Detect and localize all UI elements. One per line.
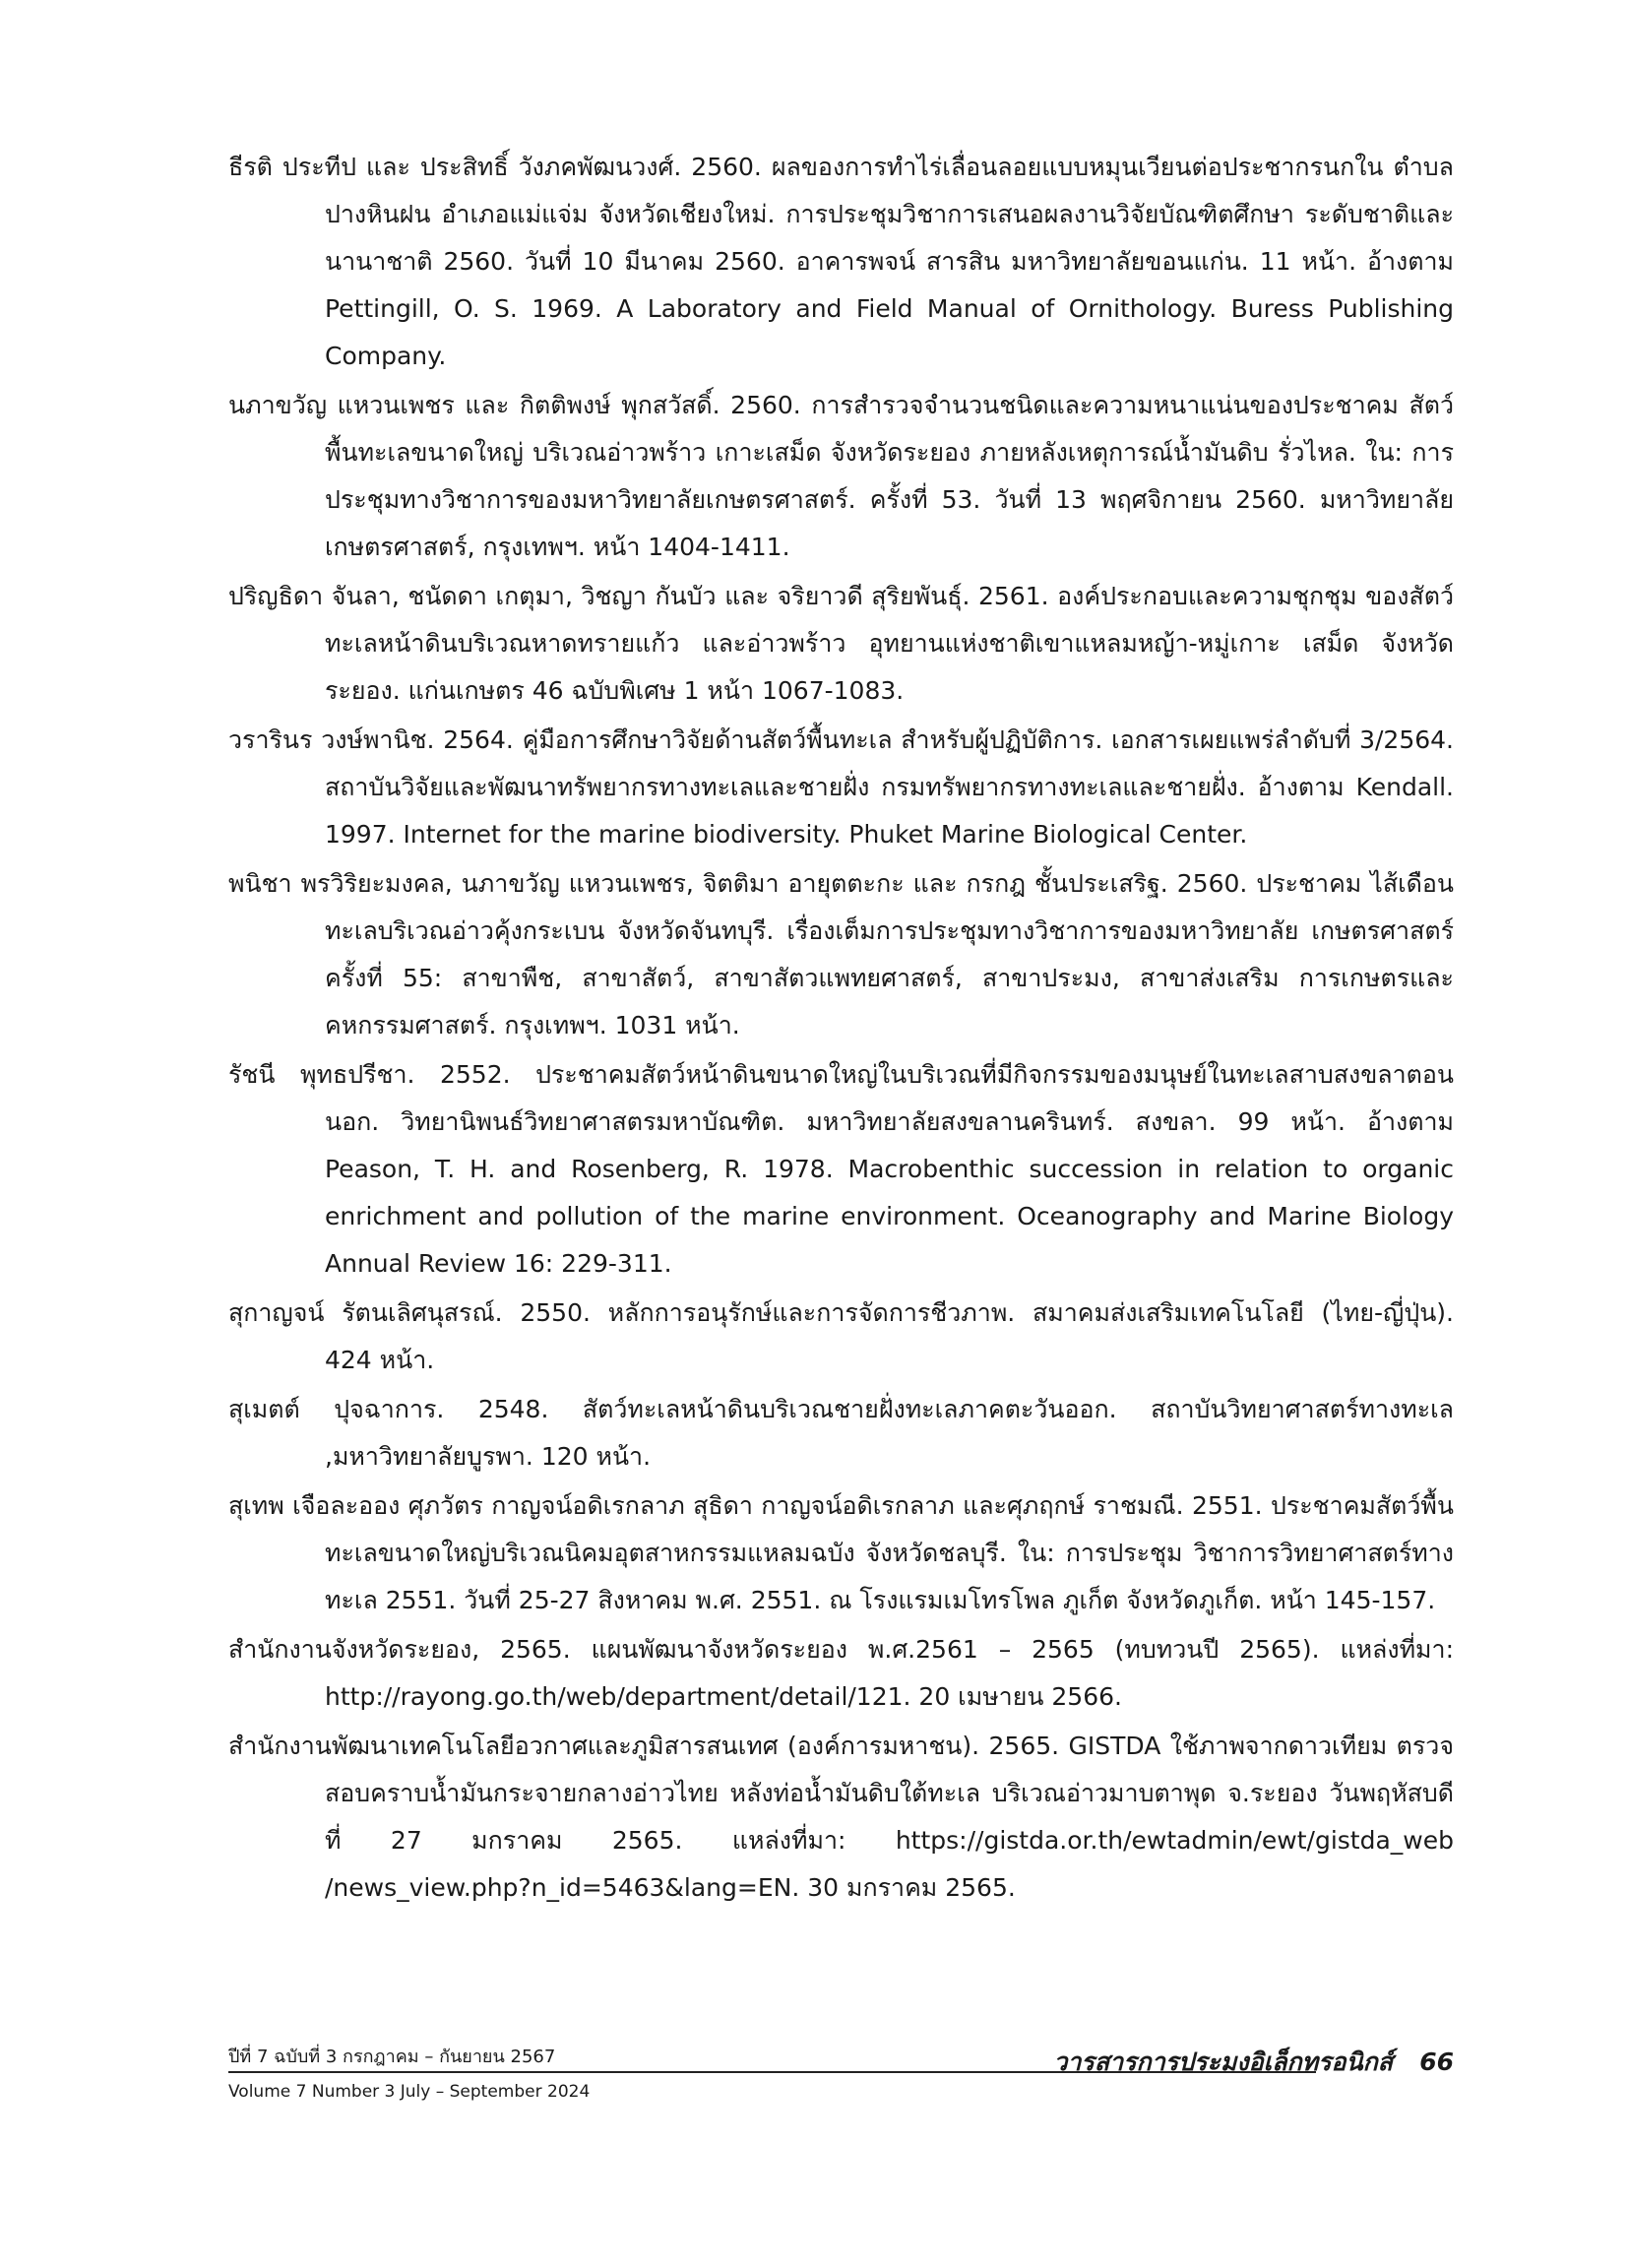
reference-list (228, 144, 1454, 1914)
page-number: 66 (1419, 2048, 1454, 2076)
reference-entry: สุกาญจน์ รัตนเลิศนุสรณ์. 2550. หลักการอนุรักษ์และการจัดการชีวภาพ. สมาคมส่งเสริมเทคโนโลยี (ไทย-ญี่ปุ่น). 424 หน้า. (228, 1298, 1454, 1374)
reference-entry: สำนักงานพัฒนาเทคโนโลยีอวกาศและภูมิสารสนเทศ (องค์การมหาชน). 2565. GISTDA ใช้ภาพจากดาวเทียม ตรวจสอบคราบน้ำมันกระจายกลางอ่าวไทย หลังท่อน้ำมันดิบใต้ทะเล บริเวณอ่าวมาบตาพุด จ.ระยอง วันพฤหัสบดีที่ 27 มกราคม 2565. แหล่งที่มา: https://gistda.or.th/ewtadmin/ewt/gistda_web /news_view.php?n_id=5463&lang=EN. 30 มกราคม 2565. (228, 1732, 1454, 1902)
footer-issue-thai: ปีที่ 7 ฉบับที่ 3 กรกฎาคม – กันยายน 2567 (228, 2047, 556, 2067)
reference-entry: สำนักงานจังหวัดระยอง, 2565. แผนพัฒนาจังหวัดระยอง พ.ศ.2561 – 2565 (ทบทวนปี 2565). แหล่งที่มา: http://rayong.go.th/web/department/detail/121. 20 เมษายน 2566. (228, 1635, 1454, 1711)
page-footer (228, 2046, 1454, 2124)
footer-journal-title: วารสารการประมงอิเล็กทรอนิกส์ (1053, 2048, 1393, 2076)
reference-entry: พนิชา พรวิริยะมงคล, นภาขวัญ แหวนเพชร, จิตติมา อายุตตะกะ และ กรกฎ ชั้นประเสริฐ. 2560. ประชาคม ไส้เดือนทะเลบริเวณอ่าวคุ้งกระเบน จังหวัดจันทบุรี. เรื่องเต็มการประชุมทางวิชาการของมหาวิทยาลัย เกษตรศาสตร์ ครั้งที่ 55: สาขาพืช, สาขาสัตว์, สาขาสัตวแพทยศาสตร์, สาขาประมง, สาขาส่งเสริม การเกษตรและคหกรรมศาสตร์. กรุงเทพฯ. 1031 หน้า. (228, 869, 1454, 1040)
reference-entry: สุเมตต์ ปุจฉาการ. 2548. สัตว์ทะเลหน้าดินบริเวณชายฝั่งทะเลภาคตะวันออก. สถาบันวิทยาศาสตร์ทางทะเล ,มหาวิทยาลัยบูรพา. 120 หน้า. (228, 1395, 1454, 1471)
reference-entry: ธีรติ ประทีป และ ประสิทธิ์ วังภคพัฒนวงศ์. 2560. ผลของการทำไร่เลื่อนลอยแบบหมุนเวียนต่อประชากรนกใน ตำบลปางหินฝน อำเภอแม่แจ่ม จังหวัดเชียงใหม่. การประชุมวิชาการเสนอผลงานวิจัยบัณฑิตศึกษา ระดับชาติและนานาชาติ 2560. วันที่ 10 มีนาคม 2560. อาคารพจน์ สารสิน มหาวิทยาลัยขอนแก่น. 11 หน้า. อ้างตาม Pettingill, O. S. 1969. A Laboratory and Field Manual of Ornithology. Buress Publishing Company. (228, 153, 1454, 370)
reference-entry: สุเทพ เจือละออง ศุภวัตร กาญจน์อดิเรกลาภ สุธิดา กาญจน์อดิเรกลาภ และศุภฤกษ์ ราชมณี. 2551. ประชาคมสัตว์พื้นทะเลขนาดใหญ่บริเวณนิคมอุตสาหกรรมแหลมฉบัง จังหวัดชลบุรี. ใน: การประชุม วิชาการวิทยาศาสตร์ทางทะเล 2551. วันที่ 25-27 สิงหาคม พ.ศ. 2551. ณ โรงแรมเมโทรโพล ภูเก็ต จังหวัดภูเก็ต. หน้า 145-157. (228, 1491, 1454, 1614)
reference-entry: นภาขวัญ แหวนเพชร และ กิตติพงษ์ พุกสวัสดิ์. 2560. การสำรวจจำนวนชนิดและความหนาแน่นของประชาคม สัตว์พื้นทะเลขนาดใหญ่ บริเวณอ่าวพร้าว เกาะเสม็ด จังหวัดระยอง ภายหลังเหตุการณ์น้ำมันดิบ รั่วไหล. ใน: การประชุมทางวิชาการของมหาวิทยาลัยเกษตรศาสตร์. ครั้งที่ 53. วันที่ 13 พฤศจิกายน 2560. มหาวิทยาลัยเกษตรศาสตร์, กรุงเทพฯ. หน้า 1404-1411. (228, 391, 1454, 561)
reference-entry: วรารินร วงษ์พานิช. 2564. คู่มือการศึกษาวิจัยด้านสัตว์พื้นทะเล สำหรับผู้ปฏิบัติการ. เอกสารเผยแพร่ลำดับที่ 3/2564. สถาบันวิจัยและพัฒนาทรัพยากรทางทะเลและชายฝั่ง กรมทรัพยากรทางทะเลและชายฝั่ง. อ้างตาม Kendall. 1997. Internet for the marine biodiversity. Phuket Marine Biological Center. (228, 725, 1454, 849)
reference-entry: รัชนี พุทธปรีชา. 2552. ประชาคมสัตว์หน้าดินขนาดใหญ่ในบริเวณที่มีกิจกรรมของมนุษย์ในทะเลสาบสงขลาตอน นอก. วิทยานิพนธ์วิทยาศาสตรมหาบัณฑิต. มหาวิทยาลัยสงขลานครินทร์. สงขลา. 99 หน้า. อ้างตาม Peason, T. H. and Rosenberg, R. 1978. Macrobenthic succession in relation to organic enrichment and pollution of the marine environment. Oceanography and Marine Biology Annual Review 16: 229-311. (228, 1060, 1454, 1278)
reference-entry: ปริญธิดา จันลา, ชนัดดา เกตุมา, วิชญา กันบัว และ จริยาวดี สุริยพันธุ์. 2561. องค์ประกอบและความชุกชุม ของสัตว์ทะเลหน้าดินบริเวณหาดทรายแก้ว และอ่าวพร้าว อุทยานแห่งชาติเขาแหลมหญ้า-หมู่เกาะ เสม็ด จังหวัดระยอง. แก่นเกษตร 46 ฉบับพิเศษ 1 หน้า 1067-1083. (228, 582, 1454, 705)
footer-issue-english: Volume 7 Number 3 July – September 2024 (228, 2082, 591, 2102)
